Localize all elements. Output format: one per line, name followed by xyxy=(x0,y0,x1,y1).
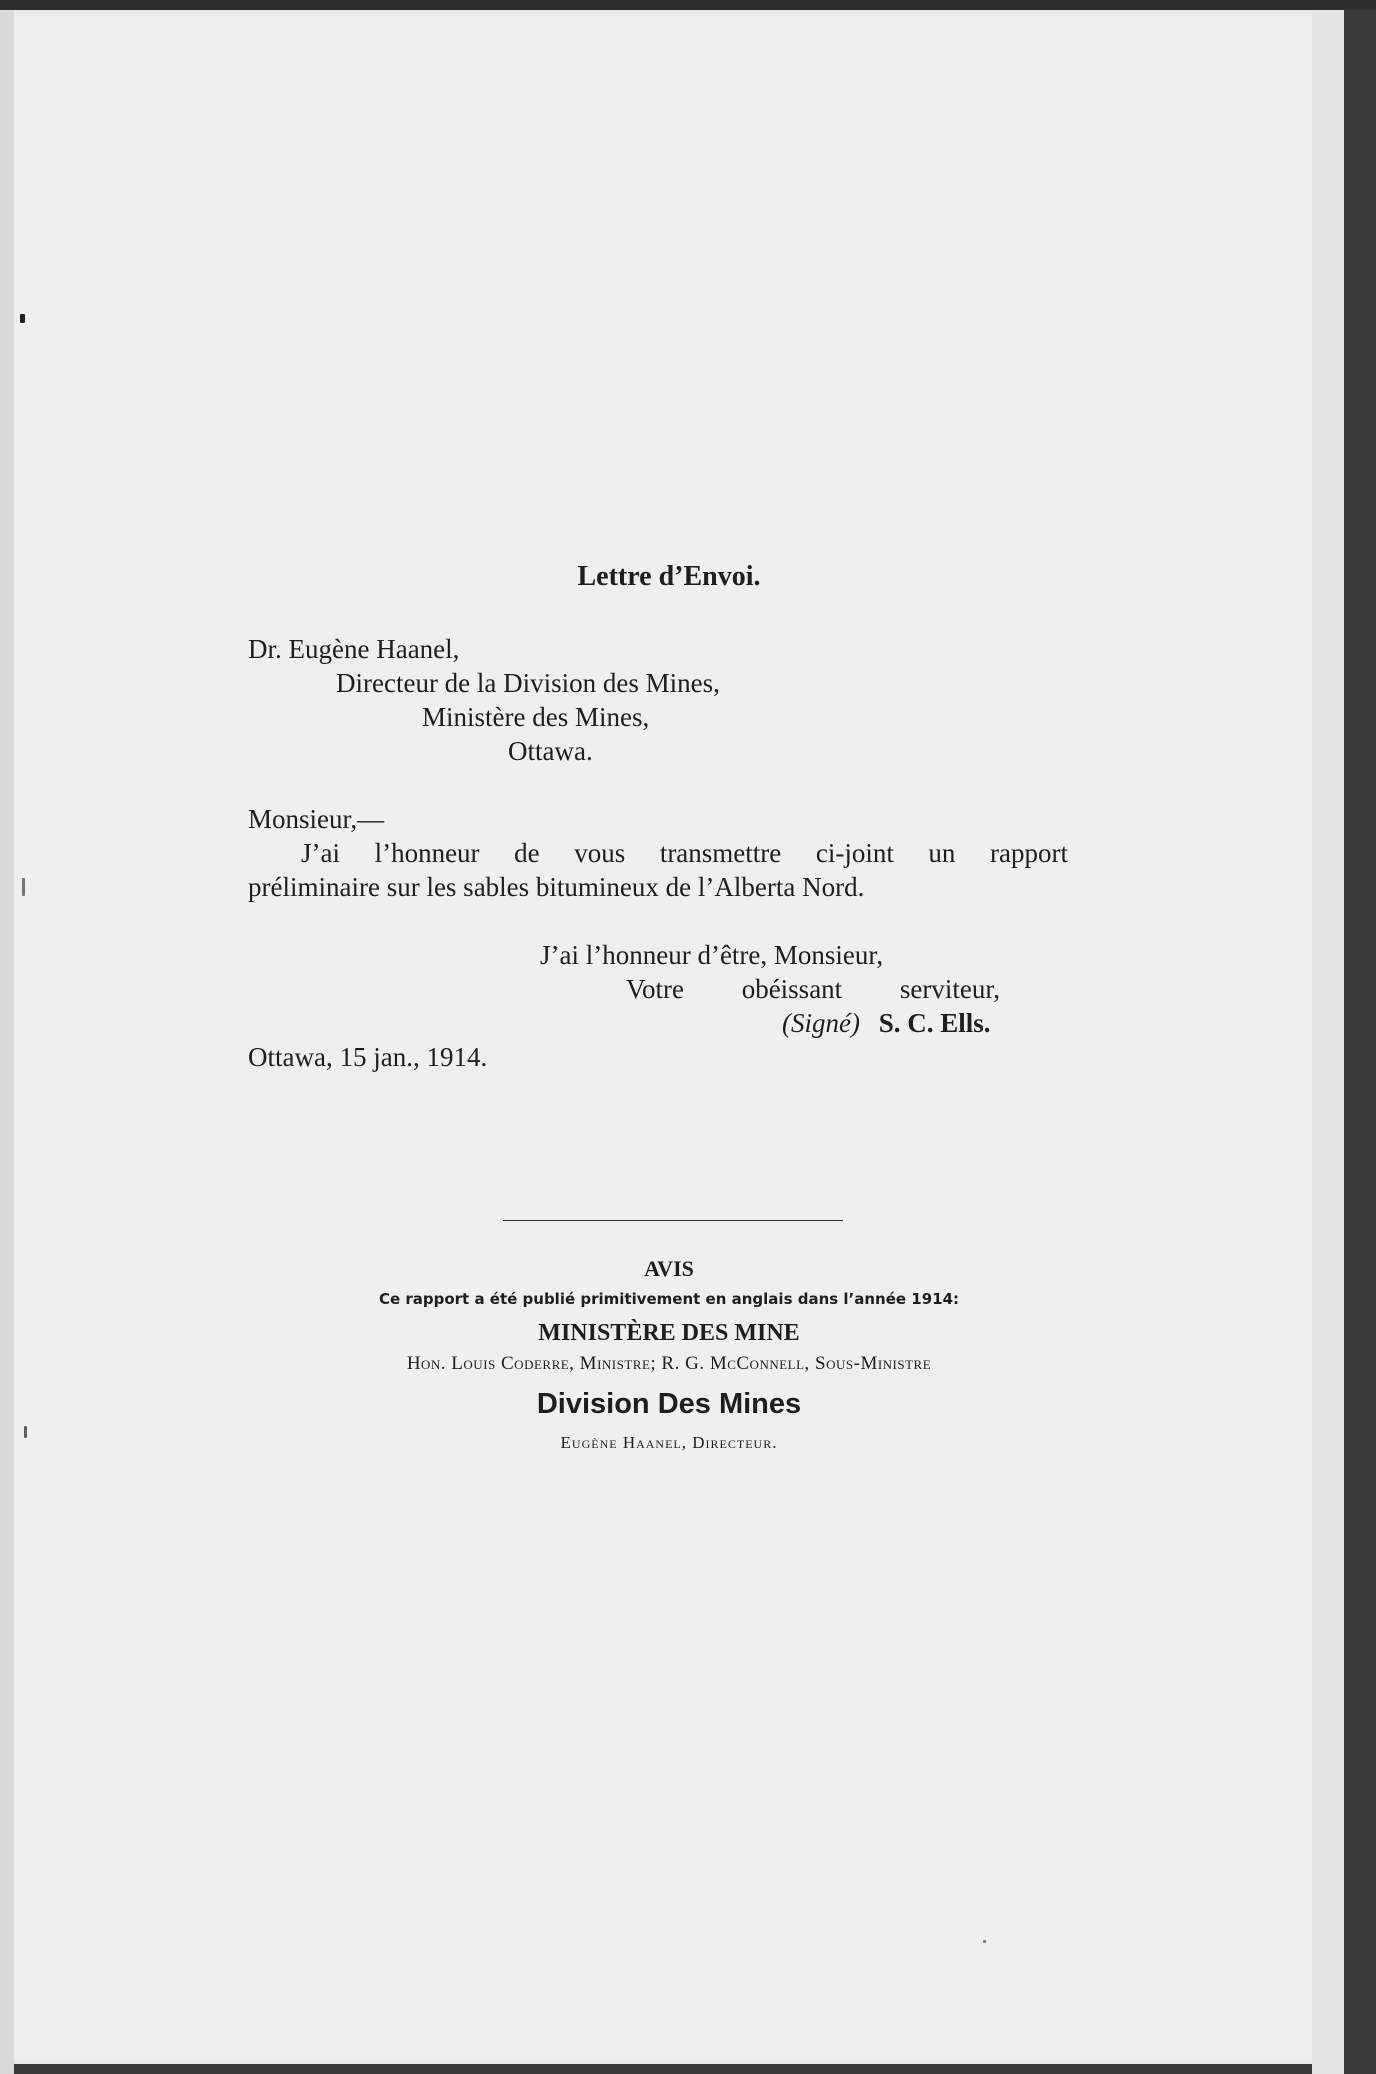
ministry-officials: Hon. Louis Coderre, Ministre; R. G. McConnell, Sous-Ministre xyxy=(406,1353,932,1374)
page-spine xyxy=(0,10,14,2074)
notice-heading: AVIS xyxy=(644,1256,694,1281)
letter-date: Ottawa, 15 jan., 1914. xyxy=(248,1042,488,1072)
letter-title: Lettre d’Envoi. xyxy=(577,561,761,592)
division-name: Division Des Mines xyxy=(536,1388,802,1420)
page-speck xyxy=(22,878,25,896)
division-director: Eugène Haanel, Directeur. xyxy=(560,1433,778,1452)
page-speck xyxy=(983,1940,986,1943)
address-line-4: Ottawa. xyxy=(508,736,593,766)
salutation: Monsieur,— xyxy=(248,804,385,834)
ministry-name: MINISTÈRE DES MINE xyxy=(538,1320,800,1346)
address-line-2: Directeur de la Division des Mines, xyxy=(336,668,720,698)
page-right-edge xyxy=(1312,10,1344,2074)
notice-text: Ce rapport a été publié primitivement en anglais dans l’année 1914: xyxy=(378,1290,960,1308)
address-line-1: Dr. Eugène Haanel, xyxy=(248,634,460,664)
signer-name: S. C. Ells. xyxy=(878,1008,991,1038)
page-speck xyxy=(20,314,25,323)
address-line-3: Ministère des Mines, xyxy=(422,702,650,732)
signature-line xyxy=(782,1006,991,1040)
divider-rule xyxy=(503,1220,843,1221)
closing-line-2: Votre obéissant serviteur, xyxy=(626,974,1000,1004)
signed-label: (Signé) xyxy=(782,1008,860,1038)
closing-line-1: J’ai l’honneur d’être, Monsieur, xyxy=(540,940,884,970)
letter-body-line-2: préliminaire sur les sables bitumineux de l’Alberta Nord. xyxy=(248,872,865,902)
top-edge xyxy=(0,0,1376,10)
letter-body-line-1: J’ai l’honneur de vous transmettre ci-joint un rapport xyxy=(301,838,1068,868)
scanned-page xyxy=(14,10,1344,2064)
